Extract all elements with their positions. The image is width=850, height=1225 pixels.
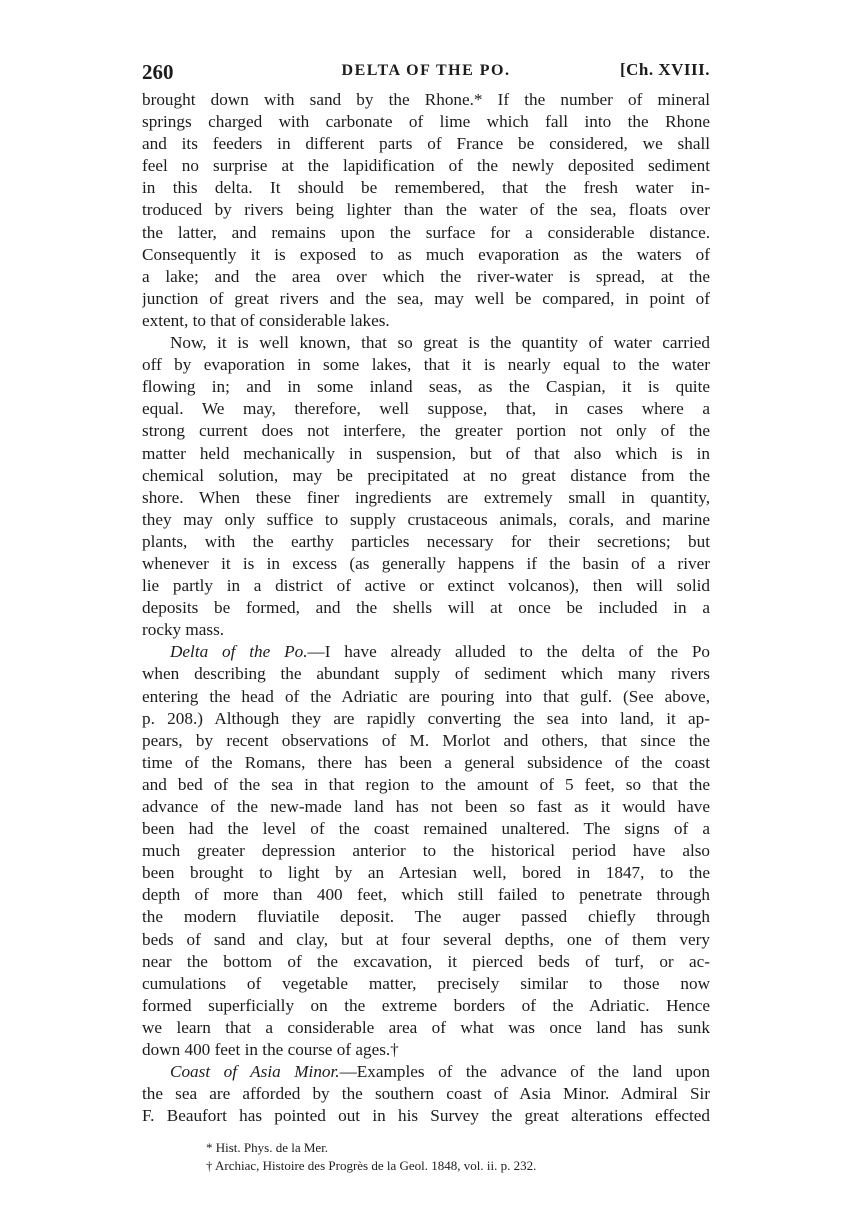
text-line: when describing the abundant supply of sediment which many rivers xyxy=(142,664,710,684)
text-line: in this delta. It should be remembered, that the fresh water in- xyxy=(142,178,710,198)
text-line: advance of the new-made land has not been so fast as it would have xyxy=(142,797,710,816)
text-line: matter held mechanically in suspension, but of that also which is in xyxy=(142,443,710,463)
running-header xyxy=(142,58,710,88)
text-line: beds of sand and clay, but at four several depths, one of them very xyxy=(142,929,710,949)
text-line: we learn that a considerable area of what was once land has sunk xyxy=(142,1017,710,1037)
text-line: plants, with the earthy particles necessary for their secretions; but xyxy=(142,531,710,551)
section-heading-asia-minor: Coast of Asia Minor. xyxy=(170,1062,340,1082)
chapter-marker: [Ch. XVIII. xyxy=(619,60,710,79)
footnote: † Archiac, Histoire des Progrès de la Geol. 1848, vol. ii. p. 232. xyxy=(206,1158,537,1174)
text-line: extent, to that of considerable lakes. xyxy=(142,310,390,330)
text-line: feel no surprise at the lapidification of the newly deposited sediment xyxy=(142,156,710,176)
text-line: shore. When these finer ingredients are extremely small in quantity, xyxy=(142,487,710,507)
text-line: near the bottom of the excavation, it pierced beds of turf, or ac- xyxy=(142,951,710,971)
text-line: the latter, and remains upon the surface for a considerable distance. xyxy=(142,222,710,242)
text-line: equal. We may, therefore, well suppose, that, in cases where a xyxy=(142,399,710,419)
text-line: and its feeders in different parts of France be considered, we shall xyxy=(142,134,710,154)
text-line: p. 208.) Although they are rapidly converting the sea into land, it ap- xyxy=(142,708,710,728)
page-number: 260 xyxy=(142,60,174,84)
footnote: * Hist. Phys. de la Mer. xyxy=(206,1140,329,1156)
text-line: Consequently it is exposed to as much evaporation as the waters of xyxy=(142,244,710,264)
text-line: been brought to light by an Artesian well, bored in 1847, to the xyxy=(142,863,710,883)
section-first-line xyxy=(142,1061,710,1083)
text-line: pears, by recent observations of M. Morlot and others, that since the xyxy=(142,730,710,750)
text-line: down 400 feet in the course of ages.† xyxy=(142,1040,399,1060)
text-line: a lake; and the area over which the river-water is spread, at the xyxy=(142,266,710,286)
text-line: troduced by rivers being lighter than the water of the sea, floats over xyxy=(142,200,710,220)
text-line: strong current does not interfere, the greater portion not only of the xyxy=(142,421,710,441)
text-line: depth of more than 400 feet, which still failed to penetrate through xyxy=(142,885,710,905)
text-line: chemical solution, may be precipitated at no great distance from the xyxy=(142,465,710,485)
section-heading-delta-po: Delta of the Po. xyxy=(170,642,308,662)
text-line: rocky mass. xyxy=(142,620,225,640)
text-line: been had the level of the coast remained unaltered. The signs of a xyxy=(142,819,710,839)
section-first-line xyxy=(142,641,710,663)
text-line: much greater depression anterior to the historical period have also xyxy=(142,841,710,861)
text-line: cumulations of vegetable matter, precisely similar to those now xyxy=(142,973,710,993)
text-line: time of the Romans, there has been a general subsidence of the coast xyxy=(142,752,710,772)
text-line: whenever it is in excess (as generally happens if the basin of a river xyxy=(142,553,710,573)
text-line: junction of great rivers and the sea, may well be compared, in point of xyxy=(142,288,710,308)
running-title: DELTA OF THE PO. xyxy=(341,62,511,79)
text-line: they may only suffice to supply crustaceous animals, corals, and marine xyxy=(142,509,710,529)
book-page xyxy=(142,58,710,1175)
text-line: flowing in; and in some inland seas, as the Caspian, it is quite xyxy=(142,377,710,397)
text-line: —Examples of the advance of the land upon xyxy=(339,1062,710,1082)
text-line: Now, it is well known, that so great is the quantity of water carried xyxy=(170,333,710,353)
text-line: deposits be formed, and the shells will at once be included in a xyxy=(142,598,710,618)
text-line: off by evaporation in some lakes, that it is nearly equal to the water xyxy=(142,355,710,375)
text-line: the sea are afforded by the southern coast of Asia Minor. Admiral Sir xyxy=(142,1084,710,1104)
text-line: —I have already alluded to the delta of the Po xyxy=(307,642,710,662)
text-line: and bed of the sea in that region to the amount of 5 feet, so that the xyxy=(142,774,710,794)
text-line: F. Beaufort has pointed out in his Survey the great alterations effected xyxy=(142,1106,710,1126)
text-line: brought down with sand by the Rhone.* If the number of mineral xyxy=(142,90,710,109)
footnotes xyxy=(142,1139,710,1175)
text-line: the modern fluviatile deposit. The auger passed chiefly through xyxy=(142,907,710,927)
text-line: lie partly in a district of active or extinct volcanos), then will solid xyxy=(142,576,710,596)
text-line: formed superficially on the extreme borders of the Adriatic. Hence xyxy=(142,995,710,1015)
text-line: springs charged with carbonate of lime which fall into the Rhone xyxy=(142,112,710,132)
body-text xyxy=(142,89,710,1127)
text-line: entering the head of the Adriatic are pouring into that gulf. (See above, xyxy=(142,686,710,706)
